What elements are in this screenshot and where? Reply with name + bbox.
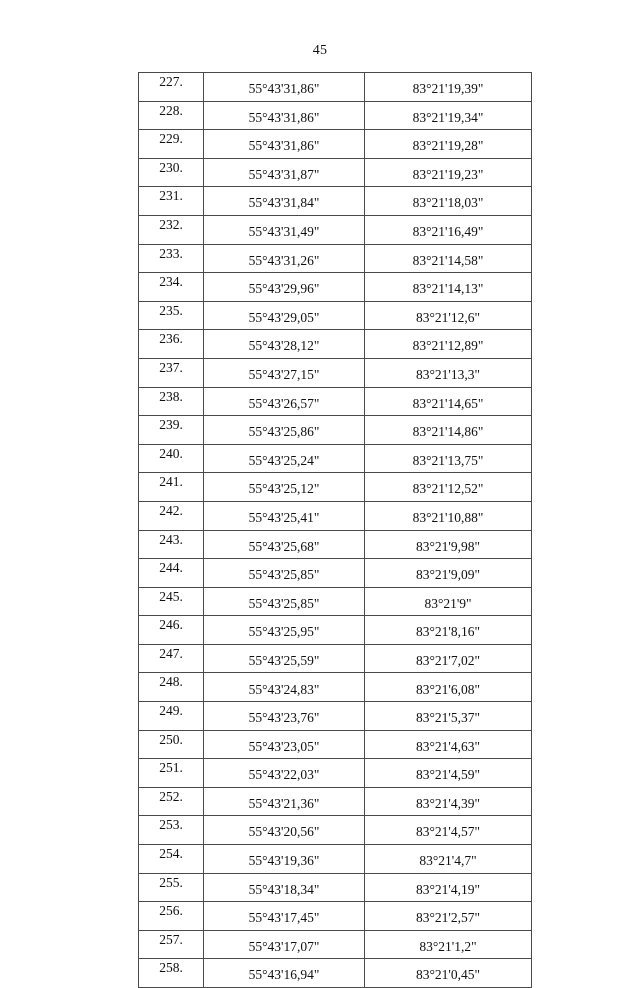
longitude-cell: 83°21'2,57" (365, 902, 532, 931)
longitude-cell: 83°21'4,57" (365, 816, 532, 845)
longitude-cell: 83°21'12,52" (365, 473, 532, 502)
longitude-cell: 83°21'12,6" (365, 301, 532, 330)
latitude-cell: 55°43'28,12" (204, 330, 365, 359)
point-number-cell: 238. (139, 387, 204, 416)
longitude-cell: 83°21'6,08" (365, 673, 532, 702)
latitude-cell: 55°43'27,15" (204, 358, 365, 387)
table-row (139, 501, 532, 530)
point-number-cell: 240. (139, 444, 204, 473)
point-number-cell: 236. (139, 330, 204, 359)
longitude-cell: 83°21'4,59" (365, 759, 532, 788)
latitude-cell: 55°43'16,94" (204, 959, 365, 988)
longitude-cell: 83°21'10,88" (365, 501, 532, 530)
point-number-cell: 246. (139, 616, 204, 645)
point-number-cell: 249. (139, 702, 204, 731)
latitude-cell: 55°43'25,24" (204, 444, 365, 473)
latitude-cell: 55°43'31,26" (204, 244, 365, 273)
point-number-cell: 234. (139, 273, 204, 302)
latitude-cell: 55°43'25,85" (204, 559, 365, 588)
latitude-cell: 55°43'24,83" (204, 673, 365, 702)
latitude-cell: 55°43'31,86" (204, 130, 365, 159)
longitude-cell: 83°21'4,63" (365, 730, 532, 759)
latitude-cell: 55°43'18,34" (204, 873, 365, 902)
longitude-cell: 83°21'18,03" (365, 187, 532, 216)
latitude-cell: 55°43'25,59" (204, 644, 365, 673)
coordinates-table-body (139, 73, 532, 988)
point-number-cell: 254. (139, 845, 204, 874)
longitude-cell: 83°21'14,65" (365, 387, 532, 416)
table-row (139, 816, 532, 845)
longitude-cell: 83°21'14,58" (365, 244, 532, 273)
latitude-cell: 55°43'23,05" (204, 730, 365, 759)
table-row (139, 301, 532, 330)
longitude-cell: 83°21'14,13" (365, 273, 532, 302)
table-row (139, 330, 532, 359)
table-row (139, 644, 532, 673)
table-row (139, 845, 532, 874)
longitude-cell: 83°21'13,75" (365, 444, 532, 473)
table-row (139, 473, 532, 502)
latitude-cell: 55°43'25,12" (204, 473, 365, 502)
table-row (139, 587, 532, 616)
longitude-cell: 83°21'9" (365, 587, 532, 616)
point-number-cell: 250. (139, 730, 204, 759)
longitude-cell: 83°21'7,02" (365, 644, 532, 673)
table-row (139, 959, 532, 988)
table-row (139, 215, 532, 244)
table-row (139, 244, 532, 273)
latitude-cell: 55°43'19,36" (204, 845, 365, 874)
table-row (139, 73, 532, 102)
latitude-cell: 55°43'26,57" (204, 387, 365, 416)
point-number-cell: 233. (139, 244, 204, 273)
point-number-cell: 227. (139, 73, 204, 102)
longitude-cell: 83°21'4,7" (365, 845, 532, 874)
longitude-cell: 83°21'4,19" (365, 873, 532, 902)
longitude-cell: 83°21'0,45" (365, 959, 532, 988)
point-number-cell: 248. (139, 673, 204, 702)
point-number-cell: 255. (139, 873, 204, 902)
point-number-cell: 231. (139, 187, 204, 216)
latitude-cell: 55°43'31,84" (204, 187, 365, 216)
table-row (139, 416, 532, 445)
longitude-cell: 83°21'16,49" (365, 215, 532, 244)
table-row (139, 101, 532, 130)
point-number-cell: 257. (139, 930, 204, 959)
latitude-cell: 55°43'25,86" (204, 416, 365, 445)
table-row (139, 873, 532, 902)
point-number-cell: 242. (139, 501, 204, 530)
table-row (139, 730, 532, 759)
point-number-cell: 232. (139, 215, 204, 244)
longitude-cell: 83°21'9,98" (365, 530, 532, 559)
point-number-cell: 258. (139, 959, 204, 988)
longitude-cell: 83°21'19,28" (365, 130, 532, 159)
point-number-cell: 247. (139, 644, 204, 673)
longitude-cell: 83°21'12,89" (365, 330, 532, 359)
page-number: 45 (312, 43, 328, 58)
table-row (139, 358, 532, 387)
table-row (139, 130, 532, 159)
latitude-cell: 55°43'21,36" (204, 787, 365, 816)
latitude-cell: 55°43'31,87" (204, 158, 365, 187)
point-number-cell: 252. (139, 787, 204, 816)
table-row (139, 387, 532, 416)
point-number-cell: 256. (139, 902, 204, 931)
point-number-cell: 243. (139, 530, 204, 559)
latitude-cell: 55°43'22,03" (204, 759, 365, 788)
point-number-cell: 253. (139, 816, 204, 845)
table-row (139, 187, 532, 216)
latitude-cell: 55°43'25,68" (204, 530, 365, 559)
longitude-cell: 83°21'19,23" (365, 158, 532, 187)
table-row (139, 616, 532, 645)
latitude-cell: 55°43'25,95" (204, 616, 365, 645)
table-row (139, 559, 532, 588)
table-row (139, 444, 532, 473)
longitude-cell: 83°21'14,86" (365, 416, 532, 445)
longitude-cell: 83°21'9,09" (365, 559, 532, 588)
table-row (139, 158, 532, 187)
latitude-cell: 55°43'20,56" (204, 816, 365, 845)
table-row (139, 787, 532, 816)
point-number-cell: 228. (139, 101, 204, 130)
latitude-cell: 55°43'25,41" (204, 501, 365, 530)
table-row (139, 759, 532, 788)
table-row (139, 530, 532, 559)
point-number-cell: 244. (139, 559, 204, 588)
longitude-cell: 83°21'4,39" (365, 787, 532, 816)
point-number-cell: 237. (139, 358, 204, 387)
point-number-cell: 229. (139, 130, 204, 159)
longitude-cell: 83°21'13,3" (365, 358, 532, 387)
latitude-cell: 55°43'25,85" (204, 587, 365, 616)
point-number-cell: 245. (139, 587, 204, 616)
longitude-cell: 83°21'5,37" (365, 702, 532, 731)
latitude-cell: 55°43'29,05" (204, 301, 365, 330)
latitude-cell: 55°43'31,86" (204, 73, 365, 102)
point-number-cell: 241. (139, 473, 204, 502)
table-row (139, 702, 532, 731)
longitude-cell: 83°21'8,16" (365, 616, 532, 645)
latitude-cell: 55°43'23,76" (204, 702, 365, 731)
longitude-cell: 83°21'1,2" (365, 930, 532, 959)
longitude-cell: 83°21'19,34" (365, 101, 532, 130)
latitude-cell: 55°43'31,49" (204, 215, 365, 244)
latitude-cell: 55°43'31,86" (204, 101, 365, 130)
point-number-cell: 239. (139, 416, 204, 445)
latitude-cell: 55°43'17,45" (204, 902, 365, 931)
coordinates-table (138, 72, 532, 988)
longitude-cell: 83°21'19,39" (365, 73, 532, 102)
table-row (139, 930, 532, 959)
point-number-cell: 251. (139, 759, 204, 788)
table-row (139, 273, 532, 302)
point-number-cell: 230. (139, 158, 204, 187)
latitude-cell: 55°43'17,07" (204, 930, 365, 959)
table-row (139, 673, 532, 702)
table-row (139, 902, 532, 931)
latitude-cell: 55°43'29,96" (204, 273, 365, 302)
point-number-cell: 235. (139, 301, 204, 330)
